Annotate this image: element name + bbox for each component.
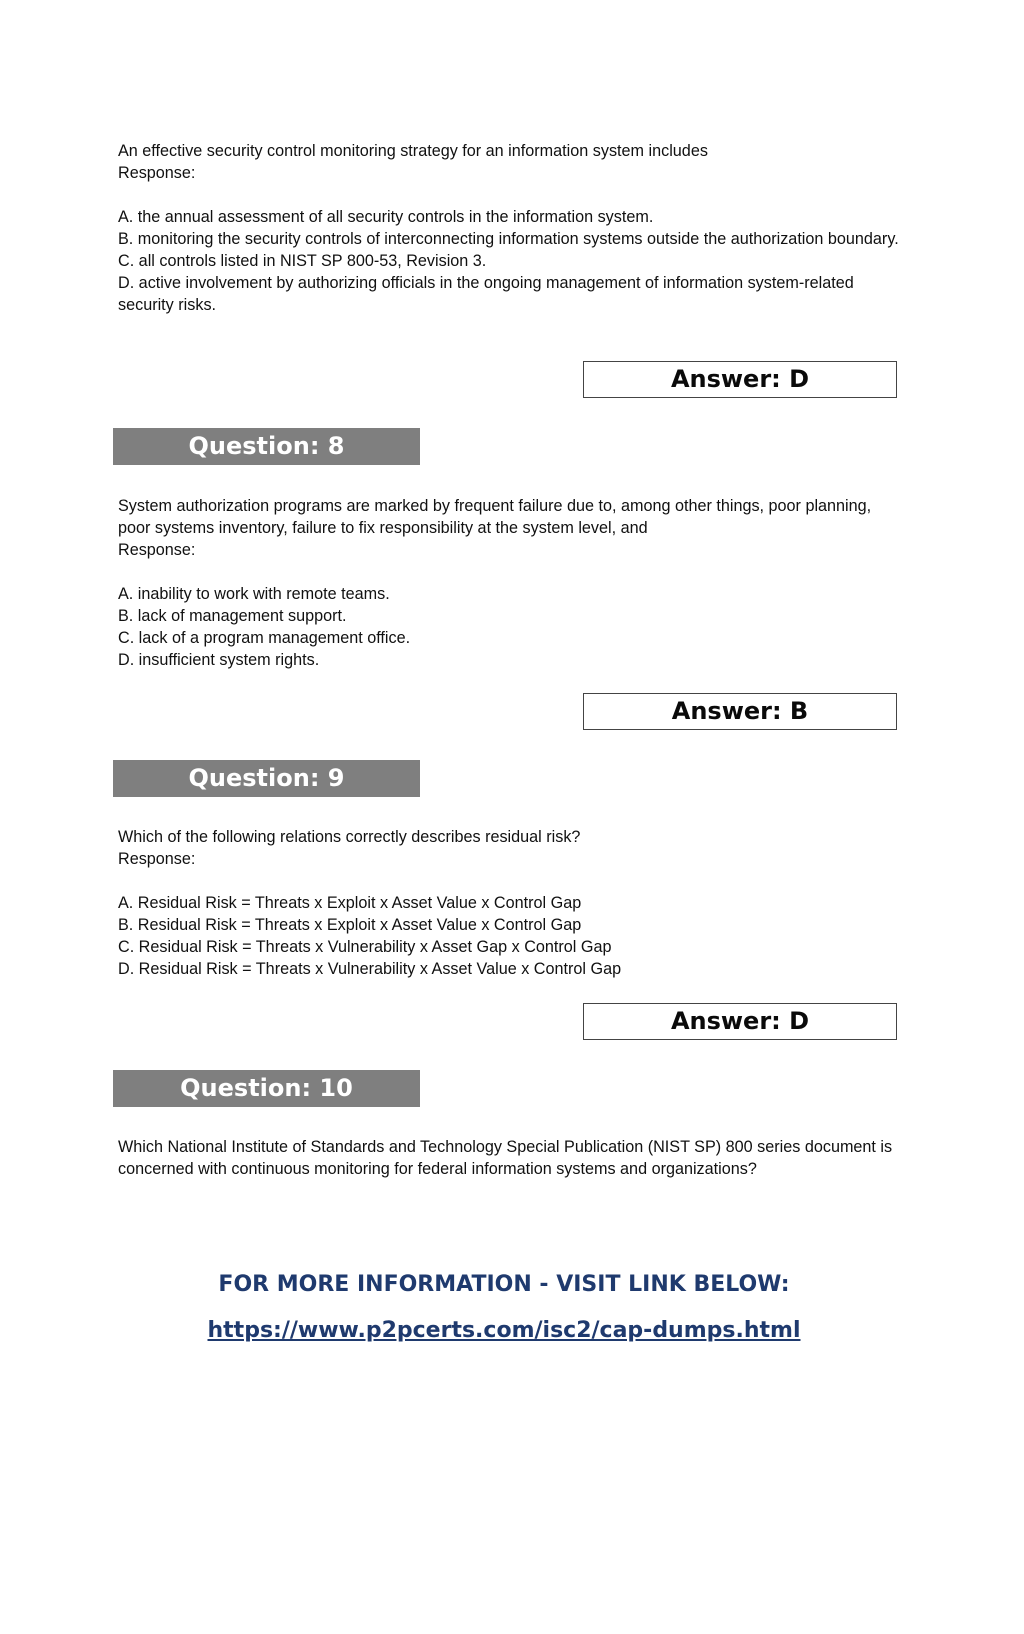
- question-7-option-a: A. the annual assessment of all security controls in the information system.: [118, 208, 654, 226]
- question-8-option-c: C. lack of a program management office.: [118, 629, 411, 647]
- question-9-response-label: Response:: [118, 850, 196, 868]
- question-9-option-a: A. Residual Risk = Threats x Exploit x Asset Value x Control Gap: [118, 894, 582, 912]
- question-10-stem: Which National Institute of Standards and Technology Special Publication (NIST SP) 800 series document is concerned with continuous monitoring for federal information systems and organizations?: [118, 1138, 893, 1178]
- question-9-body: [118, 826, 908, 980]
- question-9-answer: Answer: D: [583, 1003, 897, 1040]
- question-8-answer: Answer: B: [583, 693, 897, 730]
- question-8-stem: System authorization programs are marked by frequent failure due to, among other things, poor planning, poor systems inventory, failure to fix responsibility at the system level, and: [118, 497, 872, 537]
- question-7-body: [118, 140, 908, 316]
- question-7-option-c: C. all controls listed in NIST SP 800-53, Revision 3.: [118, 252, 487, 270]
- question-7-option-b: B. monitoring the security controls of interconnecting information systems outside the authorization boundary.: [118, 230, 899, 248]
- question-10-header: Question: 10: [113, 1070, 420, 1107]
- question-9-stem: Which of the following relations correctly describes residual risk?: [118, 828, 581, 846]
- question-8-header: Question: 8: [113, 428, 420, 465]
- question-9-option-d: D. Residual Risk = Threats x Vulnerability x Asset Value x Control Gap: [118, 960, 622, 978]
- question-9-header: Question: 9: [113, 760, 420, 797]
- question-8-option-a: A. inability to work with remote teams.: [118, 585, 390, 603]
- question-7-response-label: Response:: [118, 164, 196, 182]
- question-7-stem: An effective security control monitoring strategy for an information system includes: [118, 142, 708, 160]
- question-9-option-c: C. Residual Risk = Threats x Vulnerability x Asset Gap x Control Gap: [118, 938, 612, 956]
- question-9-option-b: B. Residual Risk = Threats x Exploit x Asset Value x Control Gap: [118, 916, 582, 934]
- question-8-response-label: Response:: [118, 541, 196, 559]
- question-8-body: [118, 495, 908, 671]
- question-7-option-d: D. active involvement by authorizing officials in the ongoing management of information system-related security risks.: [118, 274, 854, 314]
- question-10-body: [118, 1136, 908, 1180]
- footer-heading: FOR MORE INFORMATION - VISIT LINK BELOW:: [218, 1272, 790, 1297]
- question-8-option-d: D. insufficient system rights.: [118, 651, 320, 669]
- question-7-answer: Answer: D: [583, 361, 897, 398]
- question-8-option-b: B. lack of management support.: [118, 607, 347, 625]
- footer-link[interactable]: https://www.p2pcerts.com/isc2/cap-dumps.html: [207, 1318, 801, 1343]
